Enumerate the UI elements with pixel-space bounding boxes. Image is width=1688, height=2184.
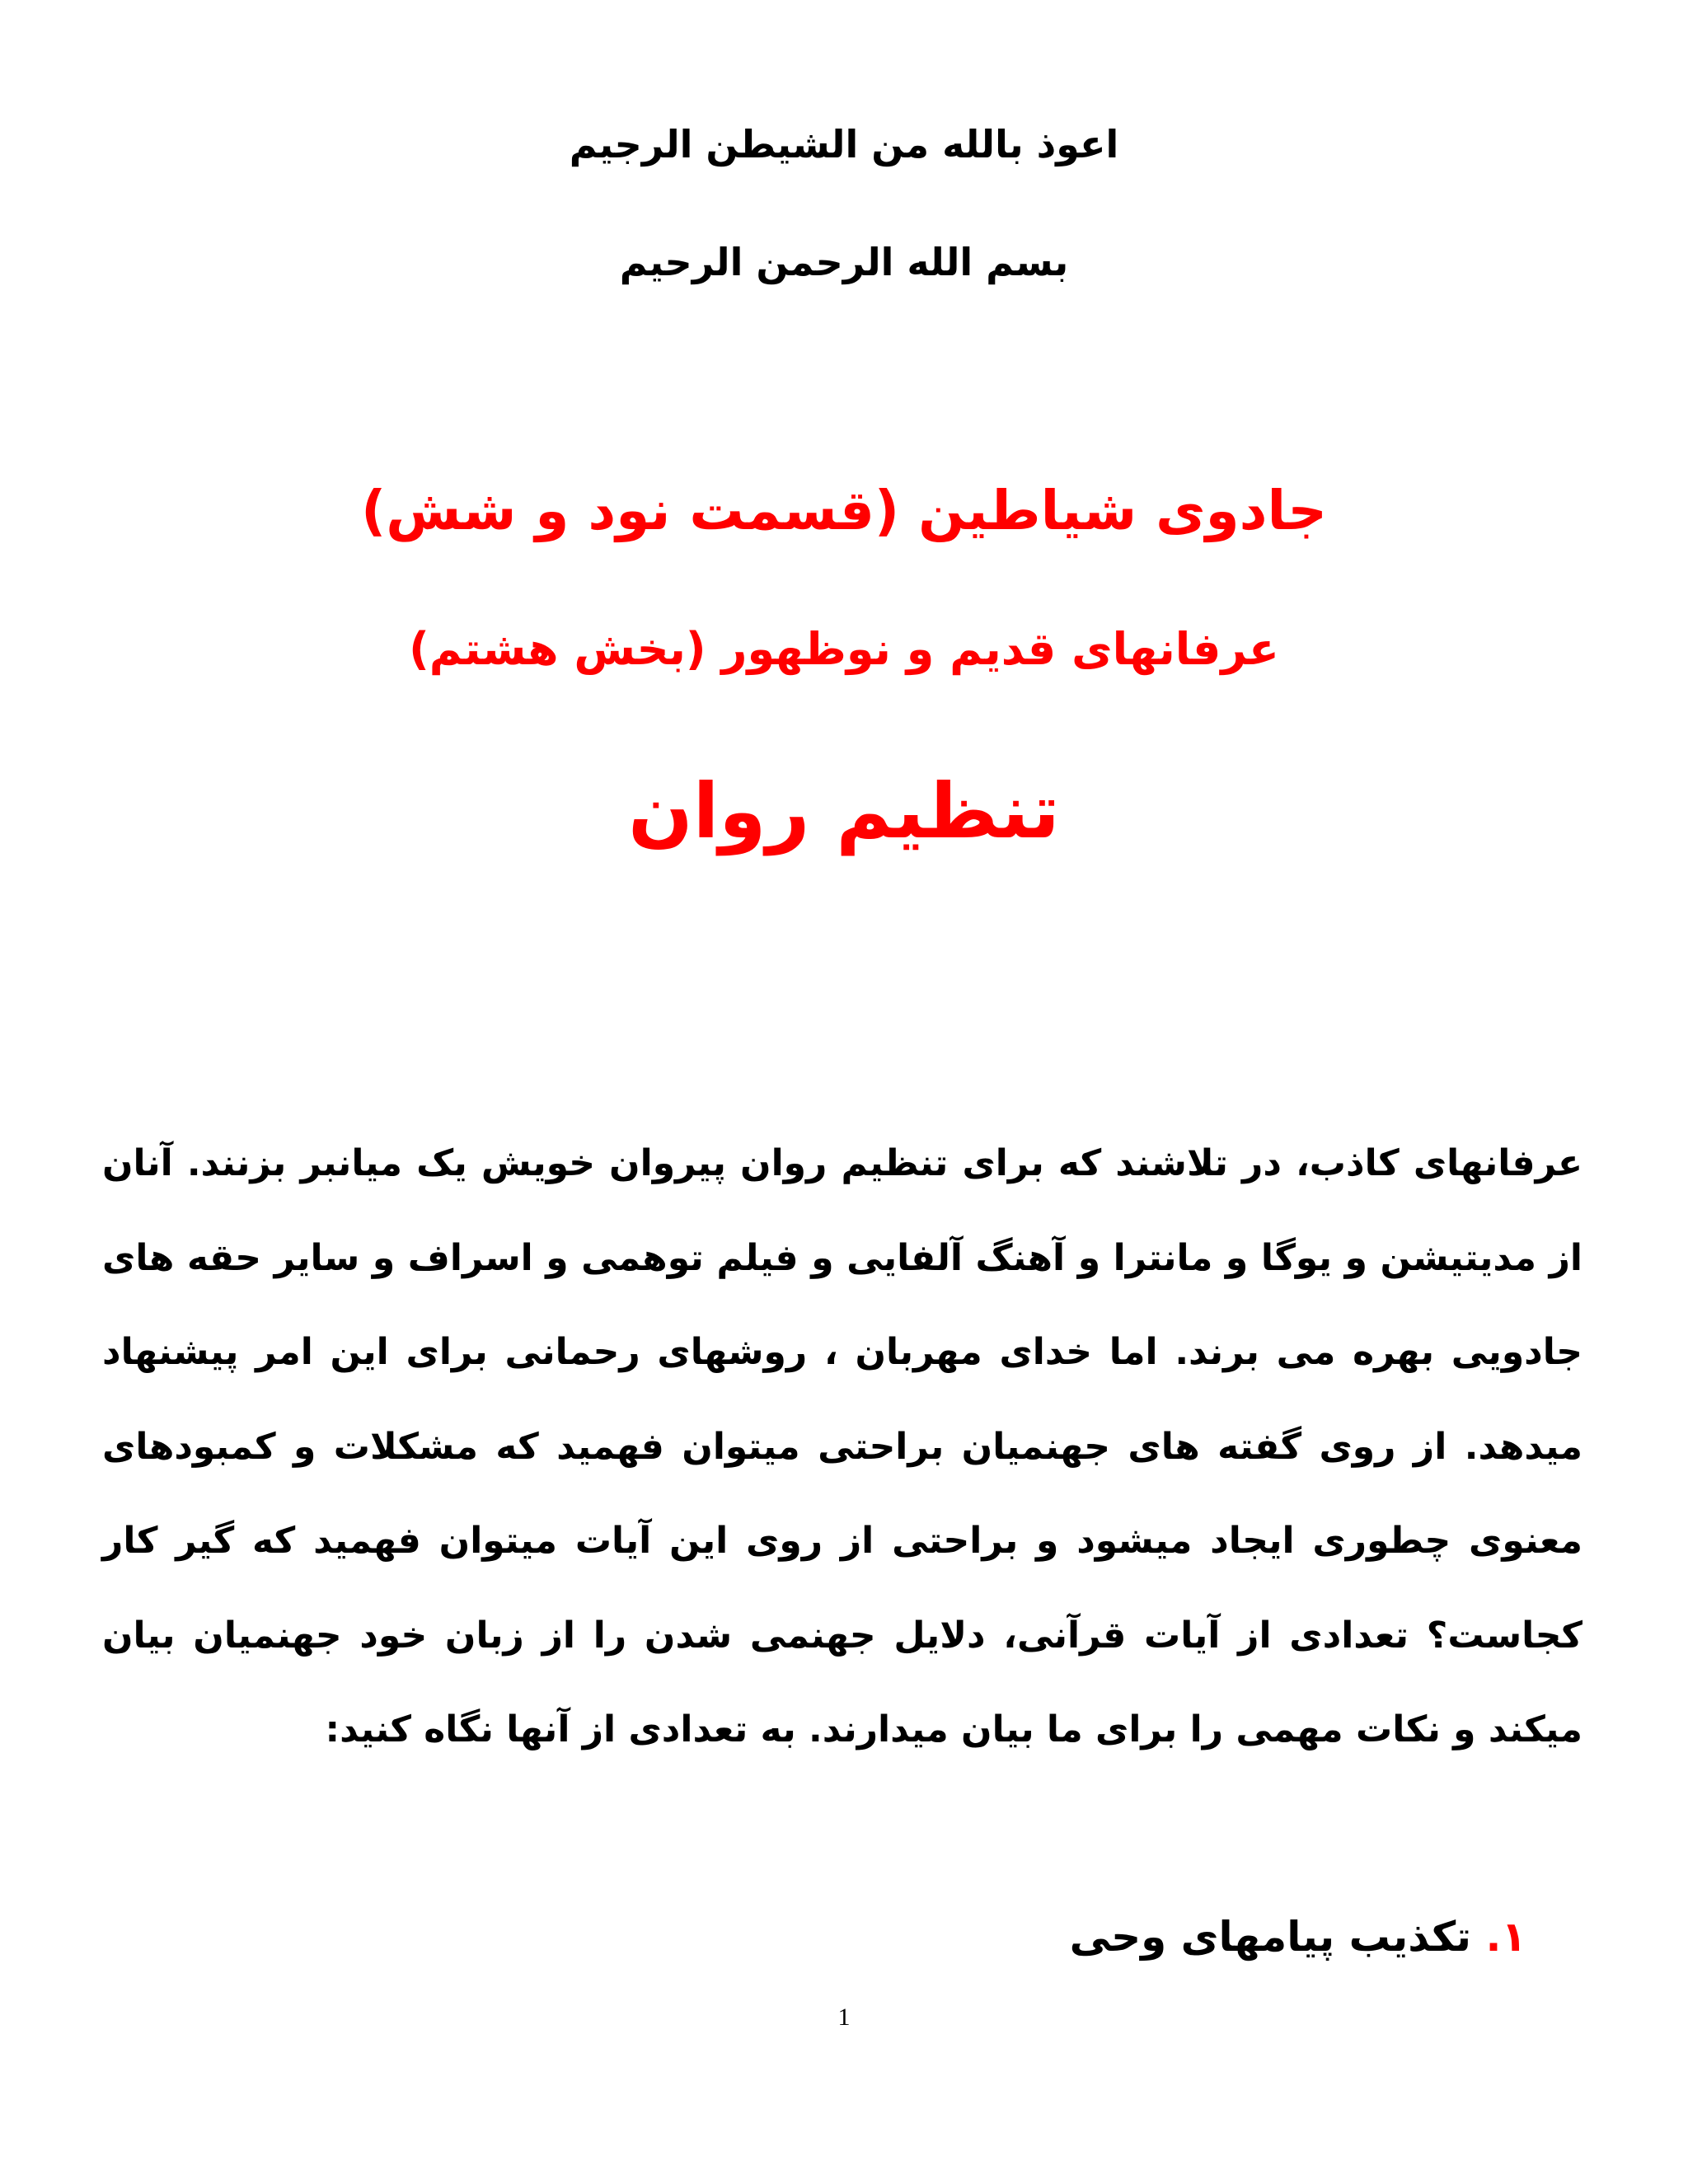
invocation-line-1: اعوذ بالله من الشیطن الرجیم — [569, 122, 1119, 166]
list-item-text: تکذیب پیامهای وحی — [1069, 1913, 1472, 1961]
main-title: جادوی شیاطین (قسمت نود و شش) — [361, 479, 1327, 542]
topic-title: تنظیم روان — [628, 767, 1060, 855]
list-item — [1070, 1904, 1526, 1970]
subtitle: عرفانهای قدیم و نوظهور (بخش هشتم) — [409, 623, 1279, 675]
body-paragraph: عرفانهای کاذب، در تلاشند که برای تنظیم روان پیروان خویش یک میانبر بزنند. آنان از مدیتیشن و یوگا و مانترا و آهنگ آلفایی و فیلم توهمی و اسراف و سایر حقه های جادویی بهره می برند. اما خدای مهربان ، روشهای رحمانی برای این امر پیشنهاد میدهد. از روی گفته های جهنمیان براحتی میتوان فهمید که مشکلات و کمبودهای معنوی چطوری ایجاد میشود و براحتی از روی این آیات میتوان فهمید که گیر کار کجاست؟ تعدادی از آیات قرآنی، دلایل جهنمی شدن را از زبان خود جهنمیان بیان میکند و نکات مهمی را برای ما بیان میدارند. به تعدادی از آنها نگاه کنید: — [102, 1142, 1582, 1750]
page-number: 1 — [837, 2004, 851, 2031]
invocation-line-2: بسم الله الرحمن الرحیم — [619, 240, 1069, 284]
list-item-number: ۱. — [1485, 1913, 1526, 1961]
